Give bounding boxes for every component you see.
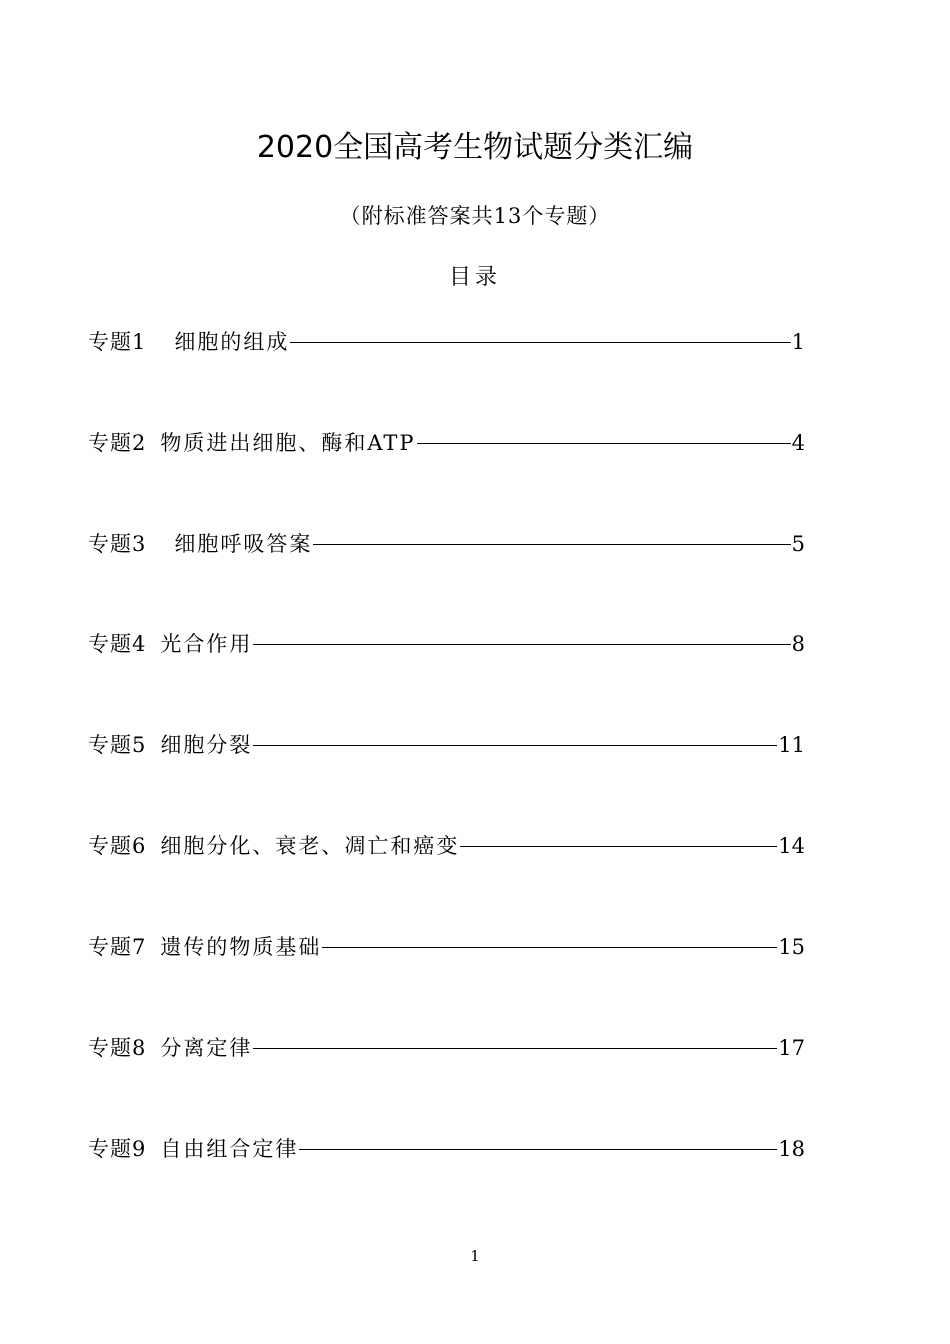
toc-entry-number: 专题6 xyxy=(88,834,147,858)
toc-entry-page: 8 xyxy=(791,632,805,656)
toc-entry-page: 1 xyxy=(791,330,805,354)
toc-entry-title: 细胞分裂 xyxy=(160,733,253,757)
toc-entry-title: 光合作用 xyxy=(160,632,253,656)
toc-entry-number: 专题5 xyxy=(88,733,147,757)
toc-entry-number: 专题4 xyxy=(88,632,147,656)
toc-entry-number: 专题3 xyxy=(88,532,147,556)
toc-entry[interactable] xyxy=(88,327,805,357)
toc-entry-title: 细胞分化、衰老、凋亡和癌变 xyxy=(160,834,460,858)
toc-entry-page: 4 xyxy=(791,431,805,455)
toc-leader-line xyxy=(299,1149,777,1150)
toc-entry[interactable] xyxy=(88,1033,805,1063)
toc-entry-page: 11 xyxy=(778,733,805,757)
toc-entry[interactable] xyxy=(88,831,805,861)
toc-leader-line xyxy=(322,947,777,948)
toc-entry-title: 分离定律 xyxy=(160,1036,253,1060)
toc-leader-line xyxy=(417,443,791,444)
toc-entry-title: 物质进出细胞、酶和ATP xyxy=(160,431,416,455)
toc-entry[interactable] xyxy=(88,730,805,760)
document-subtitle: （附标准答案共13个专题） xyxy=(339,204,611,228)
toc-entry-number: 专题7 xyxy=(88,935,147,959)
toc-entry-page: 15 xyxy=(778,935,805,959)
toc-leader-line xyxy=(253,745,777,746)
document-title: 2020全国高考生物试题分类汇编 xyxy=(256,130,694,165)
toc-entry[interactable] xyxy=(88,529,805,559)
toc-entry-title: 自由组合定律 xyxy=(160,1137,299,1161)
toc-leader-line xyxy=(313,544,790,545)
toc-entry-number: 专题9 xyxy=(88,1137,147,1161)
toc-entry-title: 遗传的物质基础 xyxy=(160,935,322,959)
toc-leader-line xyxy=(290,342,790,343)
toc-entry-number: 专题1 xyxy=(88,330,147,354)
toc-entry[interactable] xyxy=(88,932,805,962)
toc-entry-number: 专题8 xyxy=(88,1036,147,1060)
toc-entry[interactable] xyxy=(88,1134,805,1164)
toc-entry-number: 专题2 xyxy=(88,431,147,455)
toc-entry-page: 17 xyxy=(778,1036,805,1060)
toc-leader-line xyxy=(253,1048,777,1049)
toc-heading: 目录 xyxy=(448,265,501,290)
toc-entry-page: 5 xyxy=(791,532,805,556)
toc-entry-page: 14 xyxy=(778,834,805,858)
toc-entry[interactable] xyxy=(88,629,805,659)
toc-leader-line xyxy=(460,846,777,847)
page-number: 1 xyxy=(470,1247,480,1265)
toc-entry[interactable] xyxy=(88,428,805,458)
toc-leader-line xyxy=(253,644,790,645)
toc-entry-title: 细胞的组成 xyxy=(174,330,290,354)
toc-entry-title: 细胞呼吸答案 xyxy=(174,532,313,556)
toc-entry-page: 18 xyxy=(778,1137,805,1161)
